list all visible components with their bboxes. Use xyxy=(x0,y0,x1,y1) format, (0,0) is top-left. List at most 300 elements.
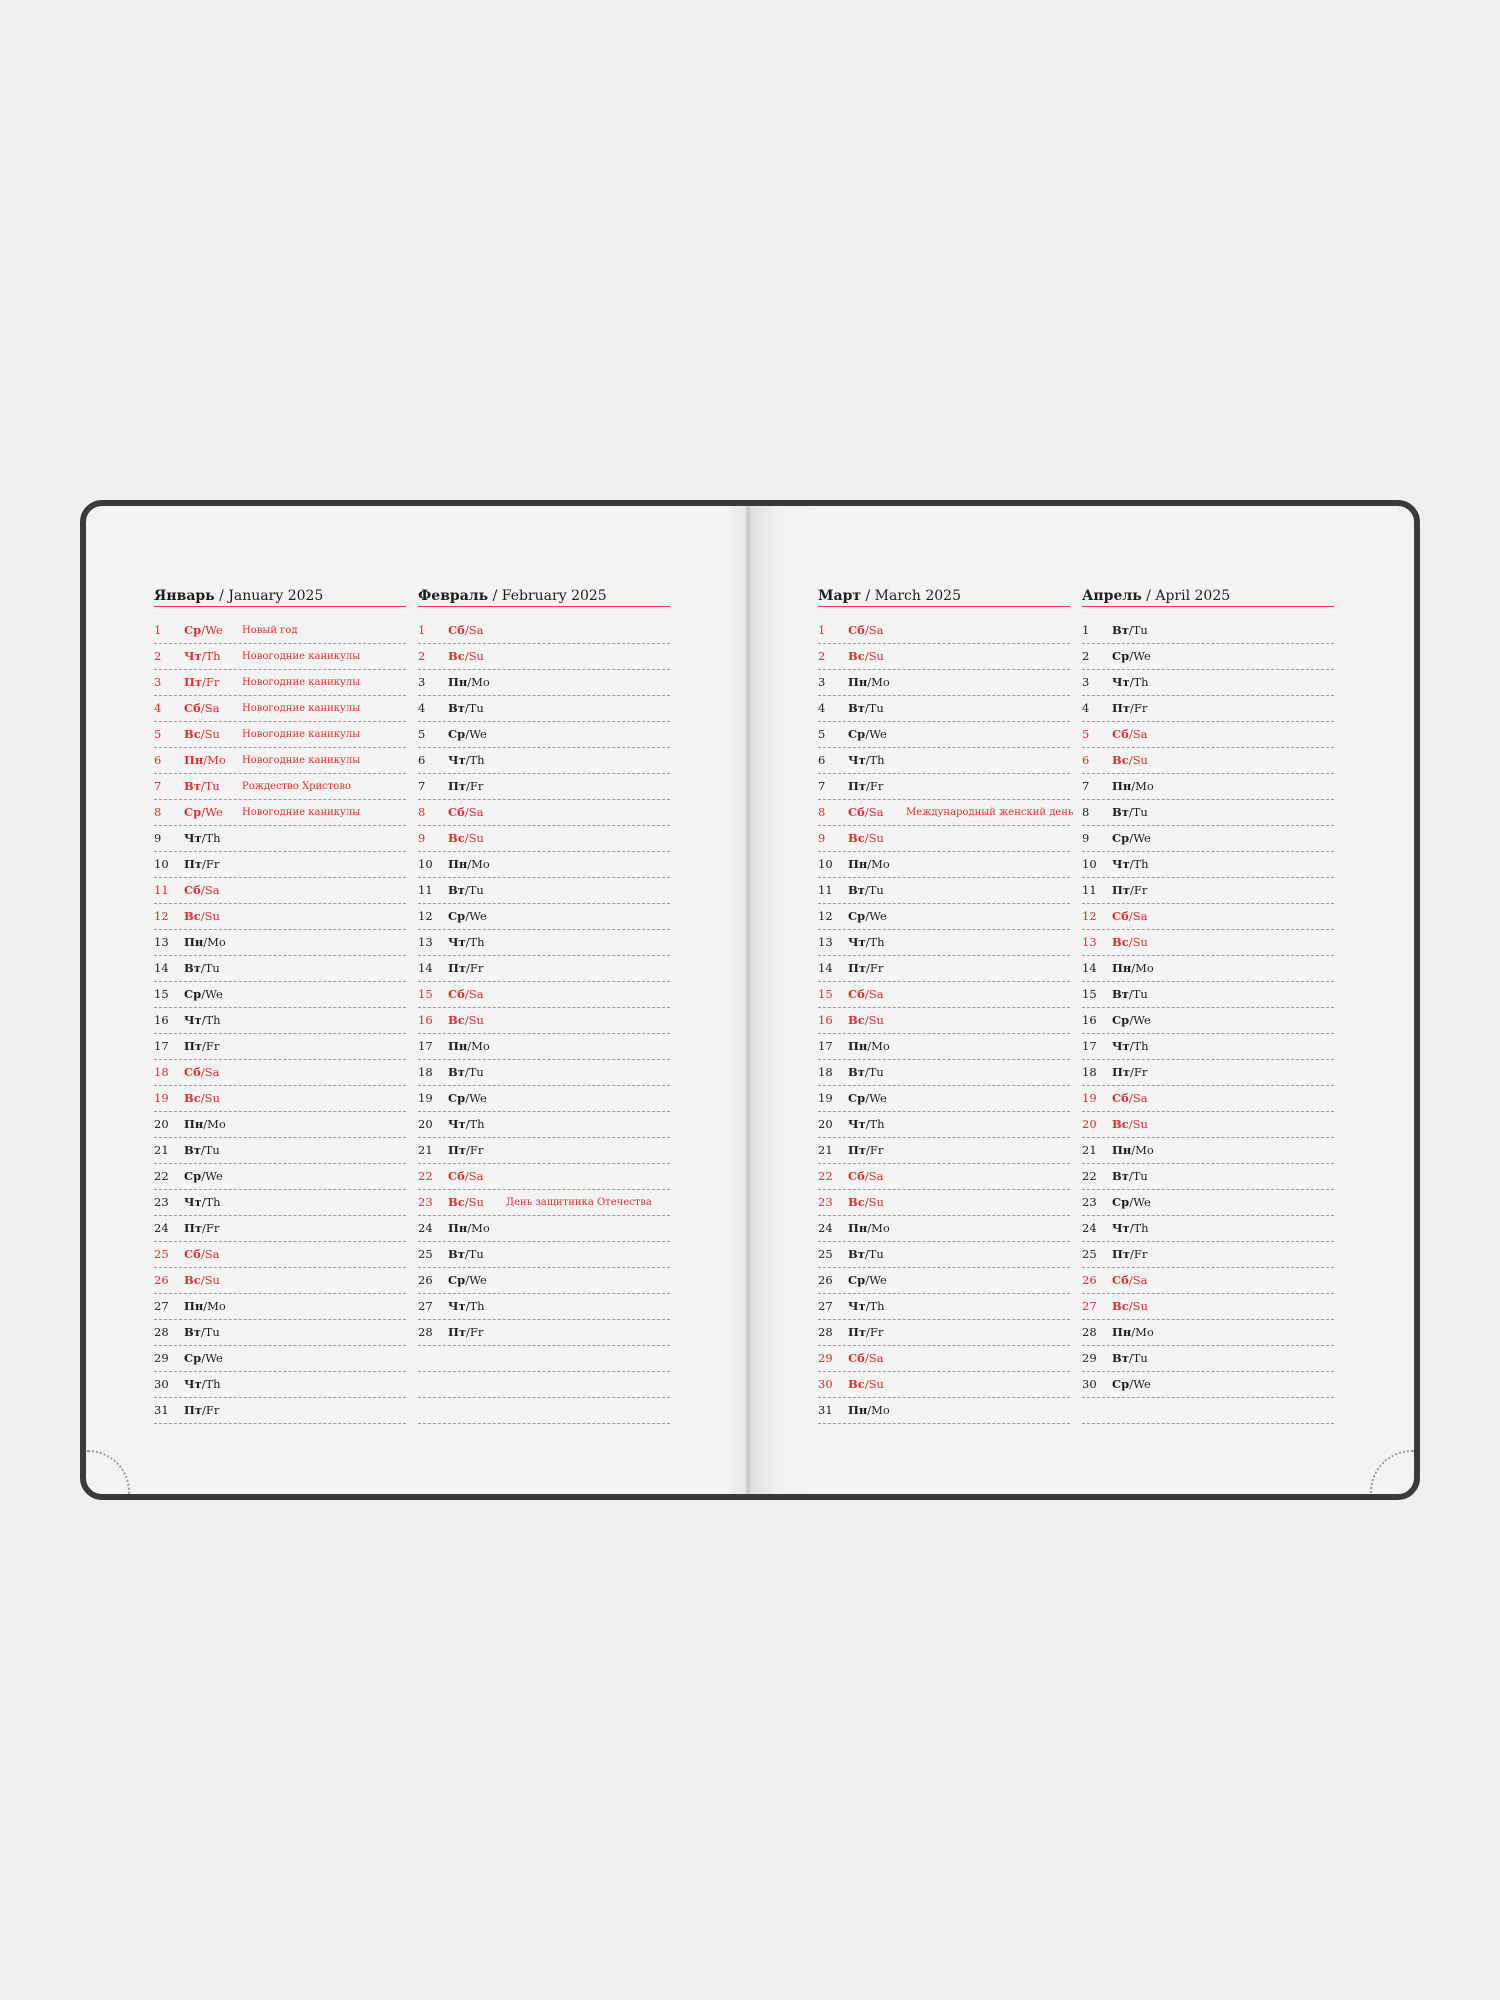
day-row xyxy=(154,774,406,800)
weekday-ru: Сб xyxy=(448,805,465,819)
weekday-separator: / xyxy=(464,883,469,897)
day-number: 13 xyxy=(154,935,169,949)
weekday-separator: / xyxy=(464,701,469,715)
day-number: 16 xyxy=(818,1013,833,1027)
day-row xyxy=(154,956,406,982)
weekday-ru: Пт xyxy=(1112,883,1130,897)
weekday-en: Sa xyxy=(204,883,220,897)
weekday-separator: / xyxy=(866,961,870,975)
day-number: 28 xyxy=(154,1325,169,1339)
day-number: 19 xyxy=(1082,1091,1097,1105)
weekday-en: Su xyxy=(1132,753,1148,767)
weekday-separator: / xyxy=(465,909,470,923)
weekday-en: Fr xyxy=(1133,1247,1148,1261)
weekday-ru: Чт xyxy=(184,831,202,845)
weekday xyxy=(1112,1034,1149,1059)
weekday xyxy=(848,1320,883,1345)
weekday-separator: / xyxy=(865,727,870,741)
holiday-note: Новогодние каникулы xyxy=(242,729,361,740)
weekday-separator: / xyxy=(200,883,205,897)
day-row xyxy=(418,878,670,904)
weekday-en: Tu xyxy=(468,883,484,897)
month-march xyxy=(818,586,1074,1424)
weekday-en: Fr xyxy=(469,1143,484,1157)
day-number: 26 xyxy=(154,1273,169,1287)
day-row xyxy=(818,1164,1070,1190)
weekday-en: Su xyxy=(868,831,884,845)
weekday-en: Mo xyxy=(471,857,490,871)
day-row xyxy=(154,670,406,696)
weekday xyxy=(184,774,220,799)
day-row xyxy=(818,618,1070,644)
day-row xyxy=(1082,1164,1334,1190)
weekday-separator: / xyxy=(201,831,206,845)
weekday xyxy=(848,748,885,773)
weekday-ru: Пн xyxy=(848,857,868,871)
month-title-ru: Февраль xyxy=(418,588,489,604)
weekday xyxy=(184,1164,223,1189)
weekday-separator: / xyxy=(864,1377,869,1391)
day-row xyxy=(154,1346,406,1372)
weekday-ru: Вт xyxy=(184,779,201,793)
weekday-ru: Пн xyxy=(448,1221,468,1235)
weekday-en: Th xyxy=(1133,675,1149,689)
day-row xyxy=(1082,1346,1334,1372)
weekday xyxy=(184,722,220,747)
day-row xyxy=(818,1320,1070,1346)
weekday-en: Sa xyxy=(1132,1091,1148,1105)
weekday-separator: / xyxy=(203,1299,208,1313)
weekday xyxy=(1112,670,1149,695)
weekday-separator: / xyxy=(201,1013,206,1027)
weekday-separator: / xyxy=(467,1221,472,1235)
day-number: 24 xyxy=(418,1221,433,1235)
weekday-ru: Ср xyxy=(184,623,202,637)
weekday xyxy=(1112,800,1148,825)
empty-row xyxy=(418,1346,670,1372)
weekday-ru: Вт xyxy=(1112,1351,1129,1365)
weekday-en: Mo xyxy=(207,935,226,949)
day-number: 27 xyxy=(818,1299,833,1313)
weekday-en: Th xyxy=(205,831,221,845)
weekday-separator: / xyxy=(202,675,206,689)
day-row xyxy=(418,1086,670,1112)
weekday-ru: Ср xyxy=(848,1091,866,1105)
day-number: 30 xyxy=(1082,1377,1097,1391)
weekday-separator: / xyxy=(1128,1273,1133,1287)
weekday-ru: Пн xyxy=(1112,1143,1132,1157)
weekday-ru: Ср xyxy=(1112,831,1130,845)
day-row xyxy=(418,982,670,1008)
day-number: 20 xyxy=(1082,1117,1097,1131)
weekday-en: Fr xyxy=(469,779,484,793)
day-number: 11 xyxy=(1082,883,1097,897)
weekday-separator: / xyxy=(201,623,206,637)
weekday xyxy=(1112,696,1147,721)
weekday xyxy=(848,1138,883,1163)
weekday-en: Fr xyxy=(869,1143,884,1157)
weekday-en: Sa xyxy=(468,623,484,637)
weekday-en: Sa xyxy=(1132,727,1148,741)
weekday-separator: / xyxy=(867,1039,872,1053)
weekday-separator: / xyxy=(464,1195,469,1209)
weekday-separator: / xyxy=(867,1221,872,1235)
weekday xyxy=(1112,1086,1147,1111)
weekday-en: We xyxy=(1133,1195,1151,1209)
weekday-en: Su xyxy=(1132,935,1148,949)
weekday xyxy=(448,956,483,981)
day-number: 1 xyxy=(418,623,426,637)
weekday-ru: Пт xyxy=(448,961,466,975)
weekday-ru: Пн xyxy=(448,675,468,689)
weekday-en: Mo xyxy=(1135,779,1154,793)
weekday-separator: / xyxy=(1128,805,1133,819)
weekday-separator: / xyxy=(864,1195,869,1209)
day-row xyxy=(418,1138,670,1164)
weekday-separator: / xyxy=(865,1117,870,1131)
day-number: 14 xyxy=(1082,961,1097,975)
weekday-separator: / xyxy=(1130,1065,1134,1079)
weekday-ru: Вт xyxy=(184,1143,201,1157)
day-number: 20 xyxy=(418,1117,433,1131)
weekday xyxy=(184,800,223,825)
weekday-en: Fr xyxy=(869,961,884,975)
weekday-ru: Чт xyxy=(448,1299,466,1313)
day-number: 4 xyxy=(818,701,826,715)
weekday-separator: / xyxy=(1131,961,1136,975)
day-number: 12 xyxy=(818,909,833,923)
weekday xyxy=(848,670,890,695)
weekday xyxy=(848,1398,890,1423)
weekday-ru: Вс xyxy=(448,1195,465,1209)
day-number: 5 xyxy=(1082,727,1090,741)
weekday xyxy=(848,1112,885,1137)
day-number: 6 xyxy=(418,753,426,767)
day-row xyxy=(418,800,670,826)
weekday-ru: Вт xyxy=(448,1065,465,1079)
day-number: 25 xyxy=(154,1247,169,1261)
weekday-separator: / xyxy=(466,961,470,975)
weekday xyxy=(184,644,221,669)
weekday-en: Th xyxy=(1133,1221,1149,1235)
weekday xyxy=(184,930,226,955)
day-number: 17 xyxy=(154,1039,169,1053)
day-number: 9 xyxy=(418,831,426,845)
weekday-ru: Пн xyxy=(184,935,204,949)
day-number: 13 xyxy=(1082,935,1097,949)
weekday-separator: / xyxy=(464,1247,469,1261)
day-row xyxy=(1082,722,1334,748)
weekday xyxy=(1112,826,1151,851)
weekday-separator: / xyxy=(201,1195,206,1209)
day-row xyxy=(818,774,1070,800)
weekday-en: Mo xyxy=(471,1039,490,1053)
weekday xyxy=(184,696,219,721)
day-row xyxy=(154,852,406,878)
month-april xyxy=(1082,586,1334,1424)
day-row xyxy=(154,1216,406,1242)
weekday-ru: Чт xyxy=(184,1377,202,1391)
weekday-en: Th xyxy=(469,753,485,767)
weekday xyxy=(448,1164,483,1189)
day-row xyxy=(1082,1190,1334,1216)
weekday-separator: / xyxy=(1128,753,1133,767)
weekday-en: Mo xyxy=(1135,961,1154,975)
weekday-ru: Сб xyxy=(848,987,865,1001)
day-number: 7 xyxy=(418,779,426,793)
day-row xyxy=(1082,1060,1334,1086)
day-number: 25 xyxy=(418,1247,433,1261)
weekday-separator: / xyxy=(864,701,869,715)
weekday xyxy=(1112,774,1154,799)
weekday-ru: Пт xyxy=(184,1403,202,1417)
day-row xyxy=(418,904,670,930)
weekday-ru: Вт xyxy=(448,1247,465,1261)
day-row xyxy=(818,1294,1070,1320)
weekday xyxy=(1112,1112,1148,1137)
weekday-en: Sa xyxy=(204,701,220,715)
day-row xyxy=(818,904,1070,930)
weekday-en: Th xyxy=(1133,1039,1149,1053)
weekday xyxy=(1112,1060,1147,1085)
weekday-separator: / xyxy=(464,1169,469,1183)
weekday-separator: / xyxy=(202,1221,206,1235)
day-row xyxy=(1082,1138,1334,1164)
day-row xyxy=(1082,1268,1334,1294)
weekday-separator: / xyxy=(865,1299,870,1313)
weekday-separator: / xyxy=(1131,1143,1136,1157)
day-row xyxy=(154,878,406,904)
weekday-ru: Пт xyxy=(184,857,202,871)
weekday-ru: Пн xyxy=(1112,779,1132,793)
weekday xyxy=(184,1190,221,1215)
weekday xyxy=(848,878,884,903)
weekday xyxy=(184,1060,219,1085)
day-number: 3 xyxy=(1082,675,1090,689)
weekday xyxy=(848,930,885,955)
day-number: 12 xyxy=(1082,909,1097,923)
weekday-separator: / xyxy=(864,1065,869,1079)
day-number: 14 xyxy=(418,961,433,975)
weekday-en: Sa xyxy=(468,805,484,819)
day-row xyxy=(154,1398,406,1424)
weekday-ru: Вт xyxy=(184,1325,201,1339)
weekday-ru: Вс xyxy=(1112,753,1129,767)
day-row xyxy=(154,1008,406,1034)
day-row xyxy=(818,748,1070,774)
day-list xyxy=(1082,618,1334,1424)
weekday-en: Th xyxy=(869,935,885,949)
weekday xyxy=(848,1008,884,1033)
day-row xyxy=(1082,618,1334,644)
month-title-en: February 2025 xyxy=(501,588,607,604)
day-row xyxy=(818,1398,1070,1424)
weekday xyxy=(184,1216,219,1241)
weekday-ru: Сб xyxy=(184,701,201,715)
weekday-ru: Сб xyxy=(848,805,865,819)
weekday-en: Tu xyxy=(868,883,884,897)
weekday-separator: / xyxy=(203,1117,208,1131)
weekday-en: Tu xyxy=(1132,1169,1148,1183)
weekday-ru: Вс xyxy=(184,727,201,741)
day-number: 9 xyxy=(818,831,826,845)
day-row xyxy=(154,1190,406,1216)
weekday-en: Mo xyxy=(871,857,890,871)
weekday-en: We xyxy=(205,805,223,819)
weekday-ru: Чт xyxy=(448,1117,466,1131)
weekday xyxy=(1112,1320,1154,1345)
weekday-en: Sa xyxy=(868,623,884,637)
weekday-separator: / xyxy=(1128,727,1133,741)
holiday-note: Новогодние каникулы xyxy=(242,651,361,662)
weekday-en: Th xyxy=(205,1013,221,1027)
weekday-separator: / xyxy=(467,1039,472,1053)
weekday-ru: Чт xyxy=(184,649,202,663)
weekday-en: Sa xyxy=(868,1169,884,1183)
weekday-en: Su xyxy=(1132,1299,1148,1313)
weekday-separator: / xyxy=(466,1325,470,1339)
weekday xyxy=(448,1060,484,1085)
day-row xyxy=(418,1060,670,1086)
weekday-en: Tu xyxy=(1132,987,1148,1001)
day-number: 11 xyxy=(154,883,169,897)
weekday-en: We xyxy=(205,1351,223,1365)
month-title: Январь / January 2025 xyxy=(154,586,406,607)
weekday-en: Fr xyxy=(205,675,220,689)
weekday-ru: Ср xyxy=(184,805,202,819)
day-row xyxy=(1082,800,1334,826)
weekday-en: We xyxy=(869,1273,887,1287)
weekday-separator: / xyxy=(1130,883,1134,897)
day-number: 8 xyxy=(418,805,426,819)
weekday-separator: / xyxy=(864,1351,869,1365)
day-number: 4 xyxy=(1082,701,1090,715)
weekday-en: Fr xyxy=(469,961,484,975)
weekday-ru: Сб xyxy=(448,1169,465,1183)
weekday-separator: / xyxy=(1129,1195,1134,1209)
weekday xyxy=(848,982,883,1007)
day-number: 21 xyxy=(418,1143,433,1157)
weekday-en: Fr xyxy=(205,1039,220,1053)
day-row xyxy=(154,644,406,670)
weekday-en: Sa xyxy=(868,987,884,1001)
day-number: 12 xyxy=(418,909,433,923)
day-number: 27 xyxy=(418,1299,433,1313)
weekday-ru: Вс xyxy=(184,909,201,923)
weekday xyxy=(1112,878,1147,903)
holiday-note: Рождество Христово xyxy=(242,781,351,792)
weekday-en: Fr xyxy=(869,1325,884,1339)
weekday-ru: Чт xyxy=(184,1013,202,1027)
weekday-separator: / xyxy=(201,987,206,1001)
weekday xyxy=(184,1138,220,1163)
month-title: Февраль / February 2025 xyxy=(418,586,670,607)
weekday-separator: / xyxy=(203,753,208,767)
weekday xyxy=(448,826,484,851)
weekday-ru: Вт xyxy=(448,883,465,897)
weekday-en: We xyxy=(205,1169,223,1183)
weekday-separator: / xyxy=(464,1013,469,1027)
day-number: 28 xyxy=(418,1325,433,1339)
weekday-ru: Пн xyxy=(848,675,868,689)
day-number: 31 xyxy=(818,1403,833,1417)
weekday-ru: Ср xyxy=(848,1273,866,1287)
day-row xyxy=(154,1294,406,1320)
day-number: 4 xyxy=(418,701,426,715)
weekday-en: Fr xyxy=(469,1325,484,1339)
weekday-en: Mo xyxy=(871,1403,890,1417)
weekday-en: Su xyxy=(1132,1117,1148,1131)
day-number: 15 xyxy=(154,987,169,1001)
day-row xyxy=(1082,1294,1334,1320)
weekday-separator: / xyxy=(1128,1117,1133,1131)
weekday-ru: Ср xyxy=(1112,1195,1130,1209)
day-number: 11 xyxy=(818,883,833,897)
weekday-ru: Вт xyxy=(1112,987,1129,1001)
day-row xyxy=(1082,956,1334,982)
weekday xyxy=(184,1242,219,1267)
holiday-note: Международный женский день xyxy=(906,807,1074,818)
weekday xyxy=(848,1346,883,1371)
weekday-separator: / xyxy=(203,935,208,949)
day-row xyxy=(818,956,1070,982)
day-number: 1 xyxy=(154,623,162,637)
weekday xyxy=(448,904,487,929)
weekday-separator: / xyxy=(464,1065,469,1079)
weekday-en: Fr xyxy=(1133,883,1148,897)
weekday-en: Fr xyxy=(869,779,884,793)
holiday-note: День защитника Отечества xyxy=(506,1197,652,1208)
weekday-en: Sa xyxy=(204,1065,220,1079)
day-number: 18 xyxy=(154,1065,169,1079)
weekday-ru: Пн xyxy=(848,1403,868,1417)
weekday-separator: / xyxy=(1128,1091,1133,1105)
weekday-en: Mo xyxy=(471,675,490,689)
weekday xyxy=(448,1112,485,1137)
day-number: 22 xyxy=(818,1169,833,1183)
weekday-ru: Пн xyxy=(184,1299,204,1313)
day-row xyxy=(1082,670,1334,696)
day-row xyxy=(418,1034,670,1060)
weekday-en: Mo xyxy=(1135,1143,1154,1157)
weekday xyxy=(184,852,219,877)
weekday-ru: Вс xyxy=(1112,935,1129,949)
weekday xyxy=(848,618,883,643)
day-row xyxy=(818,1138,1070,1164)
day-number: 1 xyxy=(1082,623,1090,637)
day-number: 20 xyxy=(818,1117,833,1131)
weekday-ru: Пн xyxy=(448,857,468,871)
weekday xyxy=(448,748,485,773)
weekday xyxy=(184,748,226,773)
weekday-en: Th xyxy=(205,1377,221,1391)
day-row xyxy=(818,644,1070,670)
day-row xyxy=(1082,852,1334,878)
weekday-separator: / xyxy=(867,675,872,689)
weekday-separator: / xyxy=(867,1403,872,1417)
weekday-separator: / xyxy=(1128,935,1133,949)
weekday-en: Th xyxy=(1133,857,1149,871)
weekday-en: Mo xyxy=(471,1221,490,1235)
weekday xyxy=(448,1034,490,1059)
day-row xyxy=(418,1320,670,1346)
weekday xyxy=(1112,748,1148,773)
day-number: 6 xyxy=(818,753,826,767)
weekday-separator: / xyxy=(1128,909,1133,923)
weekday-en: Tu xyxy=(1132,805,1148,819)
weekday-en: Th xyxy=(869,1299,885,1313)
weekday-separator: / xyxy=(466,1143,470,1157)
